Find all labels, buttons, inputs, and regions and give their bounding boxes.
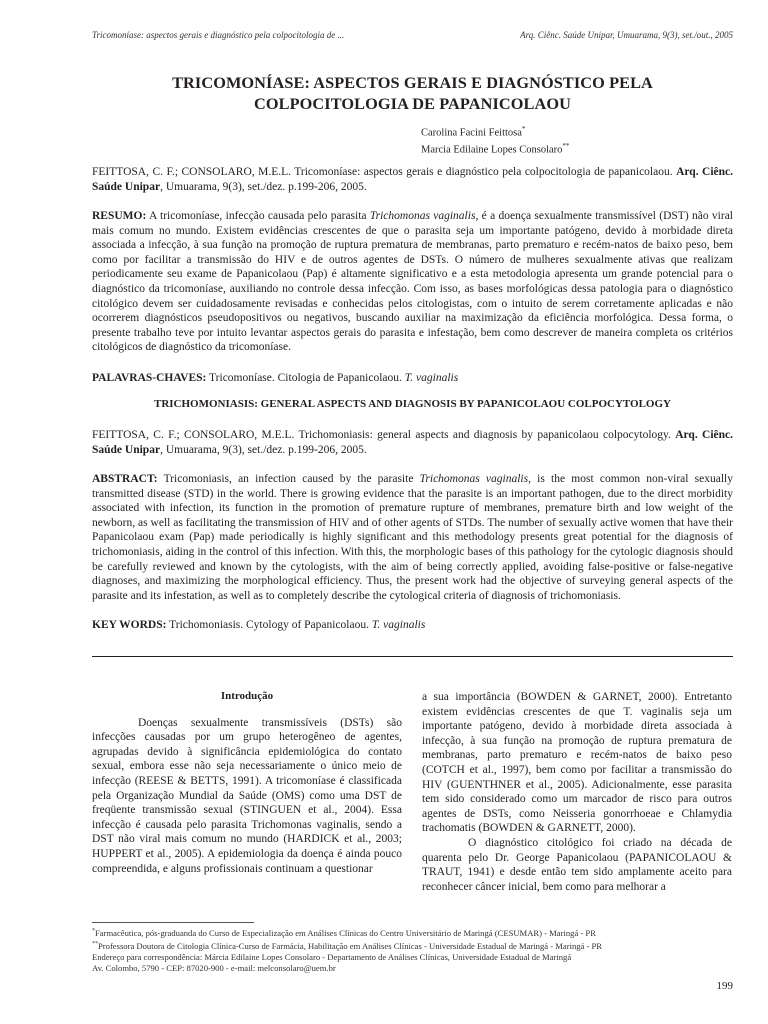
footnote-address: Endereço para correspondência: Márcia Edilaine Lopes Consolaro - Departamento de Análises Clínicas, Universidade Estadual de Maringá (92, 951, 572, 962)
running-header-left: Tricomoníase: aspectos gerais e diagnóstico pela colpocitologia de ... (92, 30, 345, 40)
intro-paragraph-1: Doenças sexualmente transmissíveis (DSTs) são infecções causadas por um grupo heterogêneo de agentes, agrupadas devido à significância epidemiológica do contato sexual, embora esse não seja necessariamente o único meio de infecção (REESE & BETTS, 1991). A tricomoníase é classificada pela Organização Mundial da Saúde (OMS) como uma DST de freqüente transmissão sexual (STINGUEN et al., 2004). Essa infecção é causada pelo parasita Trichomonas vaginalis, sendo a DST não viral mais comum no mundo (HARDICK et al., 2003; HUPPERT et al., 2005). A epidemiologia da doença é ainda pouco compreendida, e alguns profissionais continuam a questionar (92, 716, 402, 875)
column-right (422, 690, 732, 894)
abstract-label: ABSTRACT: (92, 473, 158, 485)
section-heading-introducao: Introdução (220, 690, 274, 702)
citation-pt: FEITTOSA, C. F.; CONSOLARO, M.E.L. Tricomoníase: aspectos gerais e diagnóstico pela colpocitologia de papanicolaou. Arq. Ciênc. Saúde Unipar, Umuarama, 9(3), set./dez. p.199-206, 2005. (92, 166, 734, 193)
journal-name: Arq. Ciênc. Saúde Unipar (92, 429, 734, 456)
section-divider (92, 656, 733, 657)
author-2: Marcia Edilaine Lopes Consolaro** (421, 142, 570, 156)
english-title: TRICHOMONIASIS: GENERAL ASPECTS AND DIAGNOSIS BY PAPANICOLAOU COLPOCYTOLOGY (154, 398, 671, 410)
resumo-label: RESUMO: (92, 210, 147, 222)
resumo: RESUMO: A tricomoníase, infecção causada pelo parasita Trichomonas vaginalis, é a doença sexualmente transmissível (DST) não viral mais comum no mundo. Existem evidências crescentes de que o parasita seja um importante patógeno, devido à morbidade direta associada a infecção, à sua função na promoção de ruptura prematura de membranas, parto prematuro e recém-natos de baixo peso, bem como por facilitar a transmissão do HIV e de outros agentes de DSTs. O número de mulheres sexualmente ativas que realizam periodicamente seu exame de Papanicolaou (Pap) é altamente significativo e a esta metodologia apresenta um grande potencial para o diagnóstico da tricomoníase, auxiliando no controle dessa infecção. Com isso, as bases morfológicas dessa patologia para o diagnóstico citológico devem ser cuidadosamente revisadas e conhecidas pelos citologistas, com o intuito de serem corretamente aplicadas e não ocorrerem diagnósticos pseudopositivos ou negativos, buscando auxiliar na maximização da eficiência morfológica. Dessa forma, o presente trabalho teve por intuito levantar aspectos gerais do parasita e infestação, bem como descrever de maneira completa os critérios citológicos de diagnóstico da tricomoníase. (92, 210, 733, 354)
article-title (92, 72, 733, 114)
author-1: Carolina Facini Feittosa* (421, 125, 526, 139)
running-header-right: Arq. Ciênc. Saúde Unipar, Umuarama, 9(3), set./out., 2005 (520, 30, 733, 40)
footnote-2: **Professora Doutora de Citologia Clínica-Curso de Farmácia, Habilitação em Análises Clínicas - Universidade Estadual de Maringá - Maringá - PR (92, 940, 603, 951)
intro-paragraph-2: O diagnóstico citológico foi criado na década de quarenta pelo Dr. George Papanicolaou (PAPANICOLAOU & TRAUT, 1941) e desde então tem sido amplamente aceito para reconhecer câncer inicial, bem como para melhorar a (422, 836, 732, 893)
citation-en: FEITTOSA, C. F.; CONSOLARO, M.E.L. Trichomoniasis: general aspects and diagnosis by papanicolaou colpocytology. Arq. Ciênc. Saúde Unipar, Umuarama, 9(3), set./dez. p.199-206, 2005. (92, 429, 734, 456)
footnote-divider (92, 922, 254, 923)
journal-name: Arq. Ciênc. Saúde Unipar (92, 166, 734, 193)
title-line-1: TRICOMONÍASE: ASPECTOS GERAIS E DIAGNÓSTICO PELA (172, 73, 653, 92)
page-number: 199 (716, 980, 733, 992)
abstract: ABSTRACT: Tricomoniasis, an infection caused by the parasite Trichomonas vaginalis, is the most common non-viral sexually transmitted disease (STD) in the world. There is growing evidence that the parasite is an important pathogen, due to the direct morbidity associated with infection, its function in the promotion of premature rupture of membranes, premature birth and low weight of the newborn, as well as facilitating the transmission of HIV and of other agents of STDs. The number of sexually active women that have their Papanicolaou exam (Pap) made periodically is highly significant and this methodology presents great potential for the diagnosis of trichomoniasis, aiding in the control of this infection. With this, the morphologic bases of this pathology for the cytologic diagnosis should be carefully reviewed and known by the cytologists, with the aim of being correctly applied, avoiding false-positive or false-negative diagnoses, and maximizing the morphological efficiency. Thus, the present work had the objective of surveying general aspects of the parasite and its infestation, as well as to completely describe the cytological criteria of diagnosis of trichomoniasis. (92, 473, 733, 602)
footnote-contact: Av. Colombo, 5790 - CEP: 87020-900 - e-mail: melconsolaro@uem.br (92, 962, 336, 973)
keywords-en: KEY WORDS: Trichomoniasis. Cytology of Papanicolaou. T. vaginalis (92, 619, 426, 631)
footnote-1: *Farmacêutica, pós-graduanda do Curso de Especialização em Análises Clínicas do Centro Universitário de Maringá (CESUMAR) - Maringá - PR (92, 927, 596, 938)
footnotes (92, 926, 733, 974)
column-left (92, 689, 402, 876)
keywords-pt: PALAVRAS-CHAVES: Tricomoníase. Citologia de Papanicolaou. T. vaginalis (92, 372, 459, 384)
intro-paragraph-continued: a sua importância (BOWDEN & GARNET, 2000). Entretanto existem evidências crescentes de que T. vaginalis seja um importante patógeno, devido à morbidade direta associada à infecção, à sua função na promoção de ruptura prematura de membranas, parto prematuro e recém-natos de baixo peso (COTCH et al., 1997), bem como por facilitar a transmissão do HIV (GUENTHNER et al., 2005). Adicionalmente, esse parasita tem sido considerado como um marcador de risco para outros agentes de DSTs, como Neisseria gonorrhoeae e Chlamydia trachomatis (BOWDEN & GARNETT, 2000). (422, 691, 732, 835)
title-line-2: COLPOCITOLOGIA DE PAPANICOLAOU (254, 94, 571, 113)
author-list (421, 123, 569, 157)
